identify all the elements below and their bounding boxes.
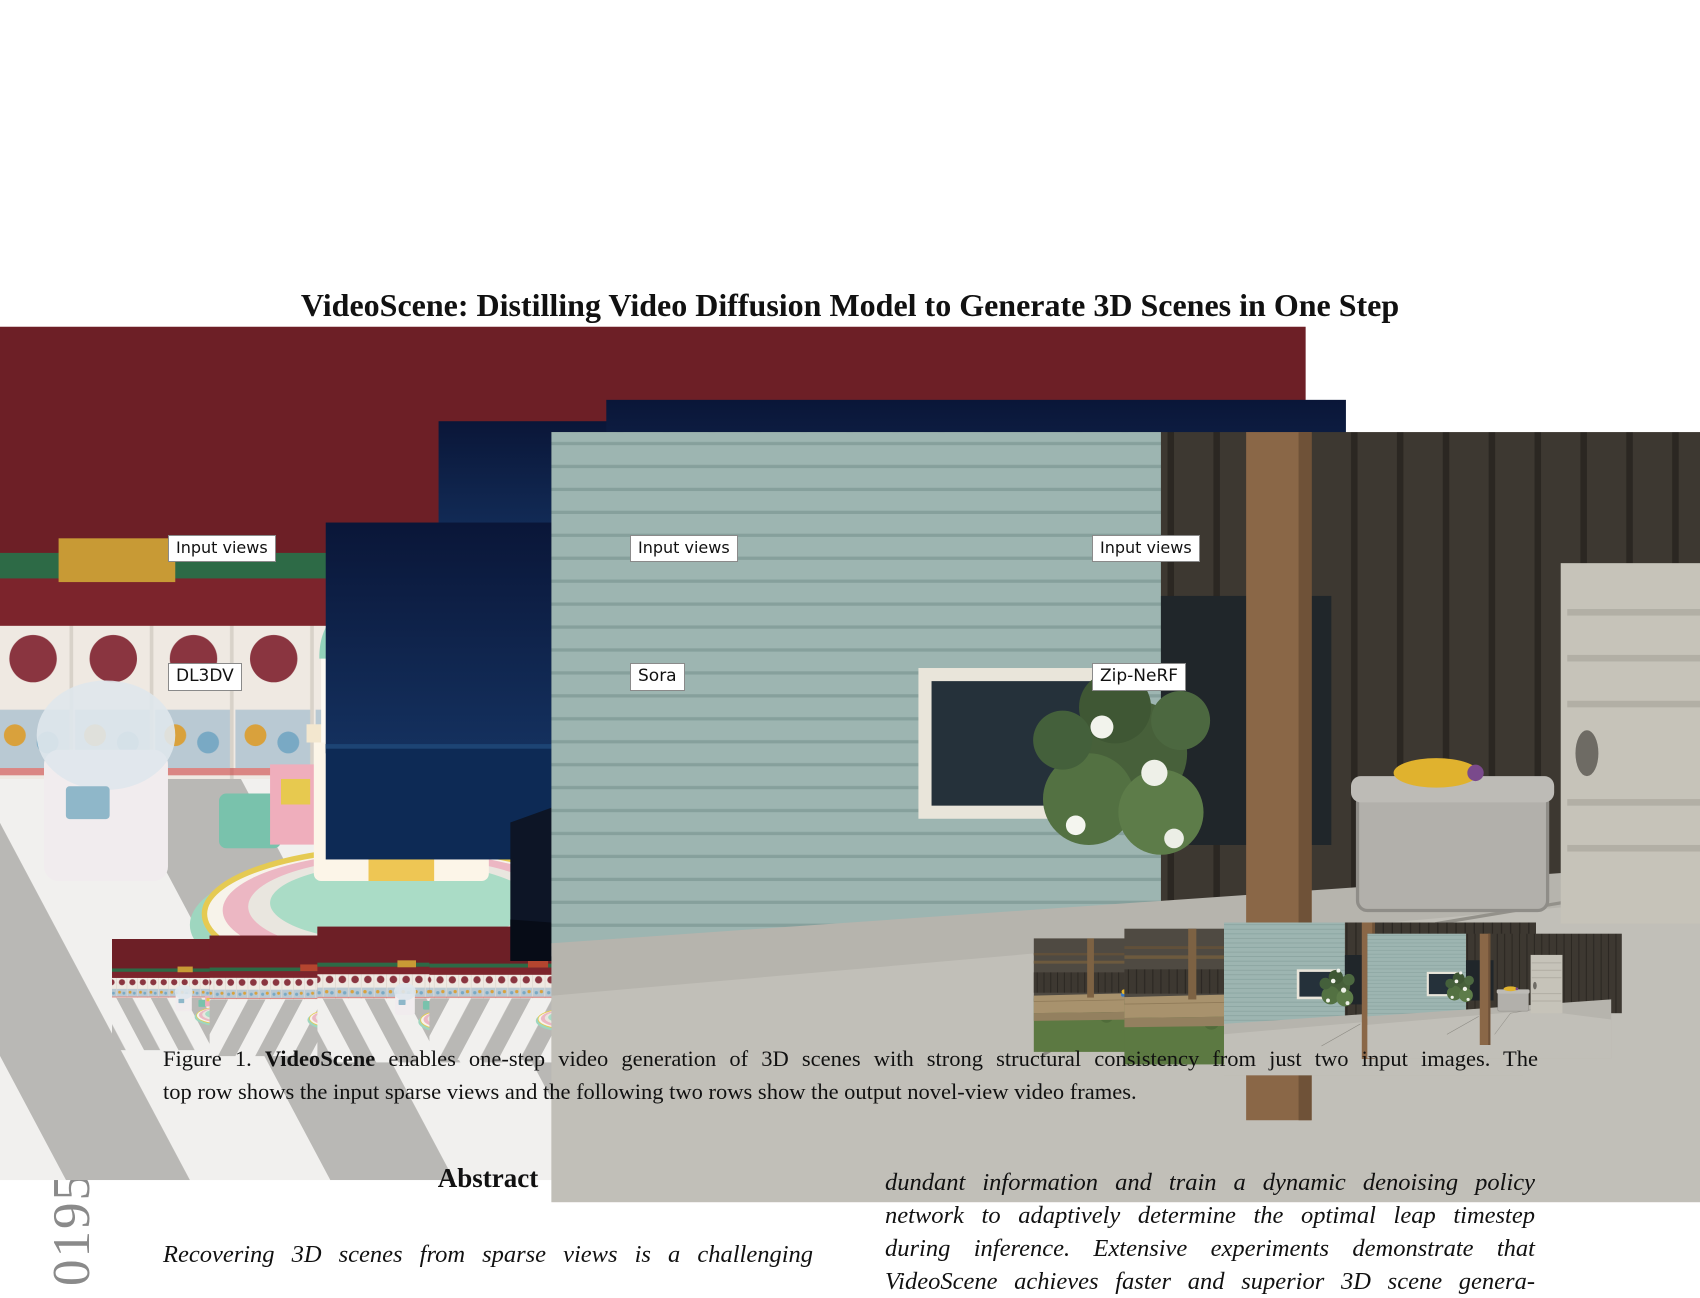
right-column-line: during inference. Extensive experiments demonstrate that bbox=[885, 1235, 1535, 1262]
figure-1 bbox=[166, 533, 1547, 1031]
input-views-label: Input views bbox=[168, 535, 276, 562]
abstract-heading: Abstract bbox=[437, 1163, 539, 1193]
right-column-line: network to adaptively determine the optimal leap timestep bbox=[885, 1202, 1535, 1229]
method-label: Sora bbox=[630, 663, 685, 691]
abstract-right-column bbox=[885, 1166, 1535, 1295]
abstract-left-column-line: Recovering 3D scenes from sparse views is a challenging bbox=[163, 1241, 813, 1268]
method-label: DL3DV bbox=[168, 663, 242, 691]
right-column-line: dundant information and train a dynamic denoising policy bbox=[885, 1169, 1535, 1196]
input-views-label: Input views bbox=[1092, 535, 1200, 562]
method-label: Zip-NeRF bbox=[1092, 663, 1186, 691]
output-frame-thumbnail bbox=[1435, 967, 1545, 1031]
right-column-clipped-line: VideoScene achieves faster and superior 3D scene genera- bbox=[885, 1268, 1535, 1295]
caption-line-2: top row shows the input sparse views and the following two rows show the output novel-view video frames. bbox=[163, 1079, 1137, 1104]
figure-panel-zipnerf bbox=[1090, 533, 1547, 1031]
output-video-frame-large bbox=[1090, 661, 1547, 961]
caption-line-1: Figure 1. VideoScene enables one-step video generation of 3D scenes with strong structural consistency from just two input images. The bbox=[163, 1046, 1539, 1071]
figure-caption bbox=[163, 1042, 1538, 1108]
input-views-label: Input views bbox=[630, 535, 738, 562]
page-title: VideoScene: Distilling Video Diffusion Model to Generate 3D Scenes in One Step bbox=[300, 287, 1400, 324]
